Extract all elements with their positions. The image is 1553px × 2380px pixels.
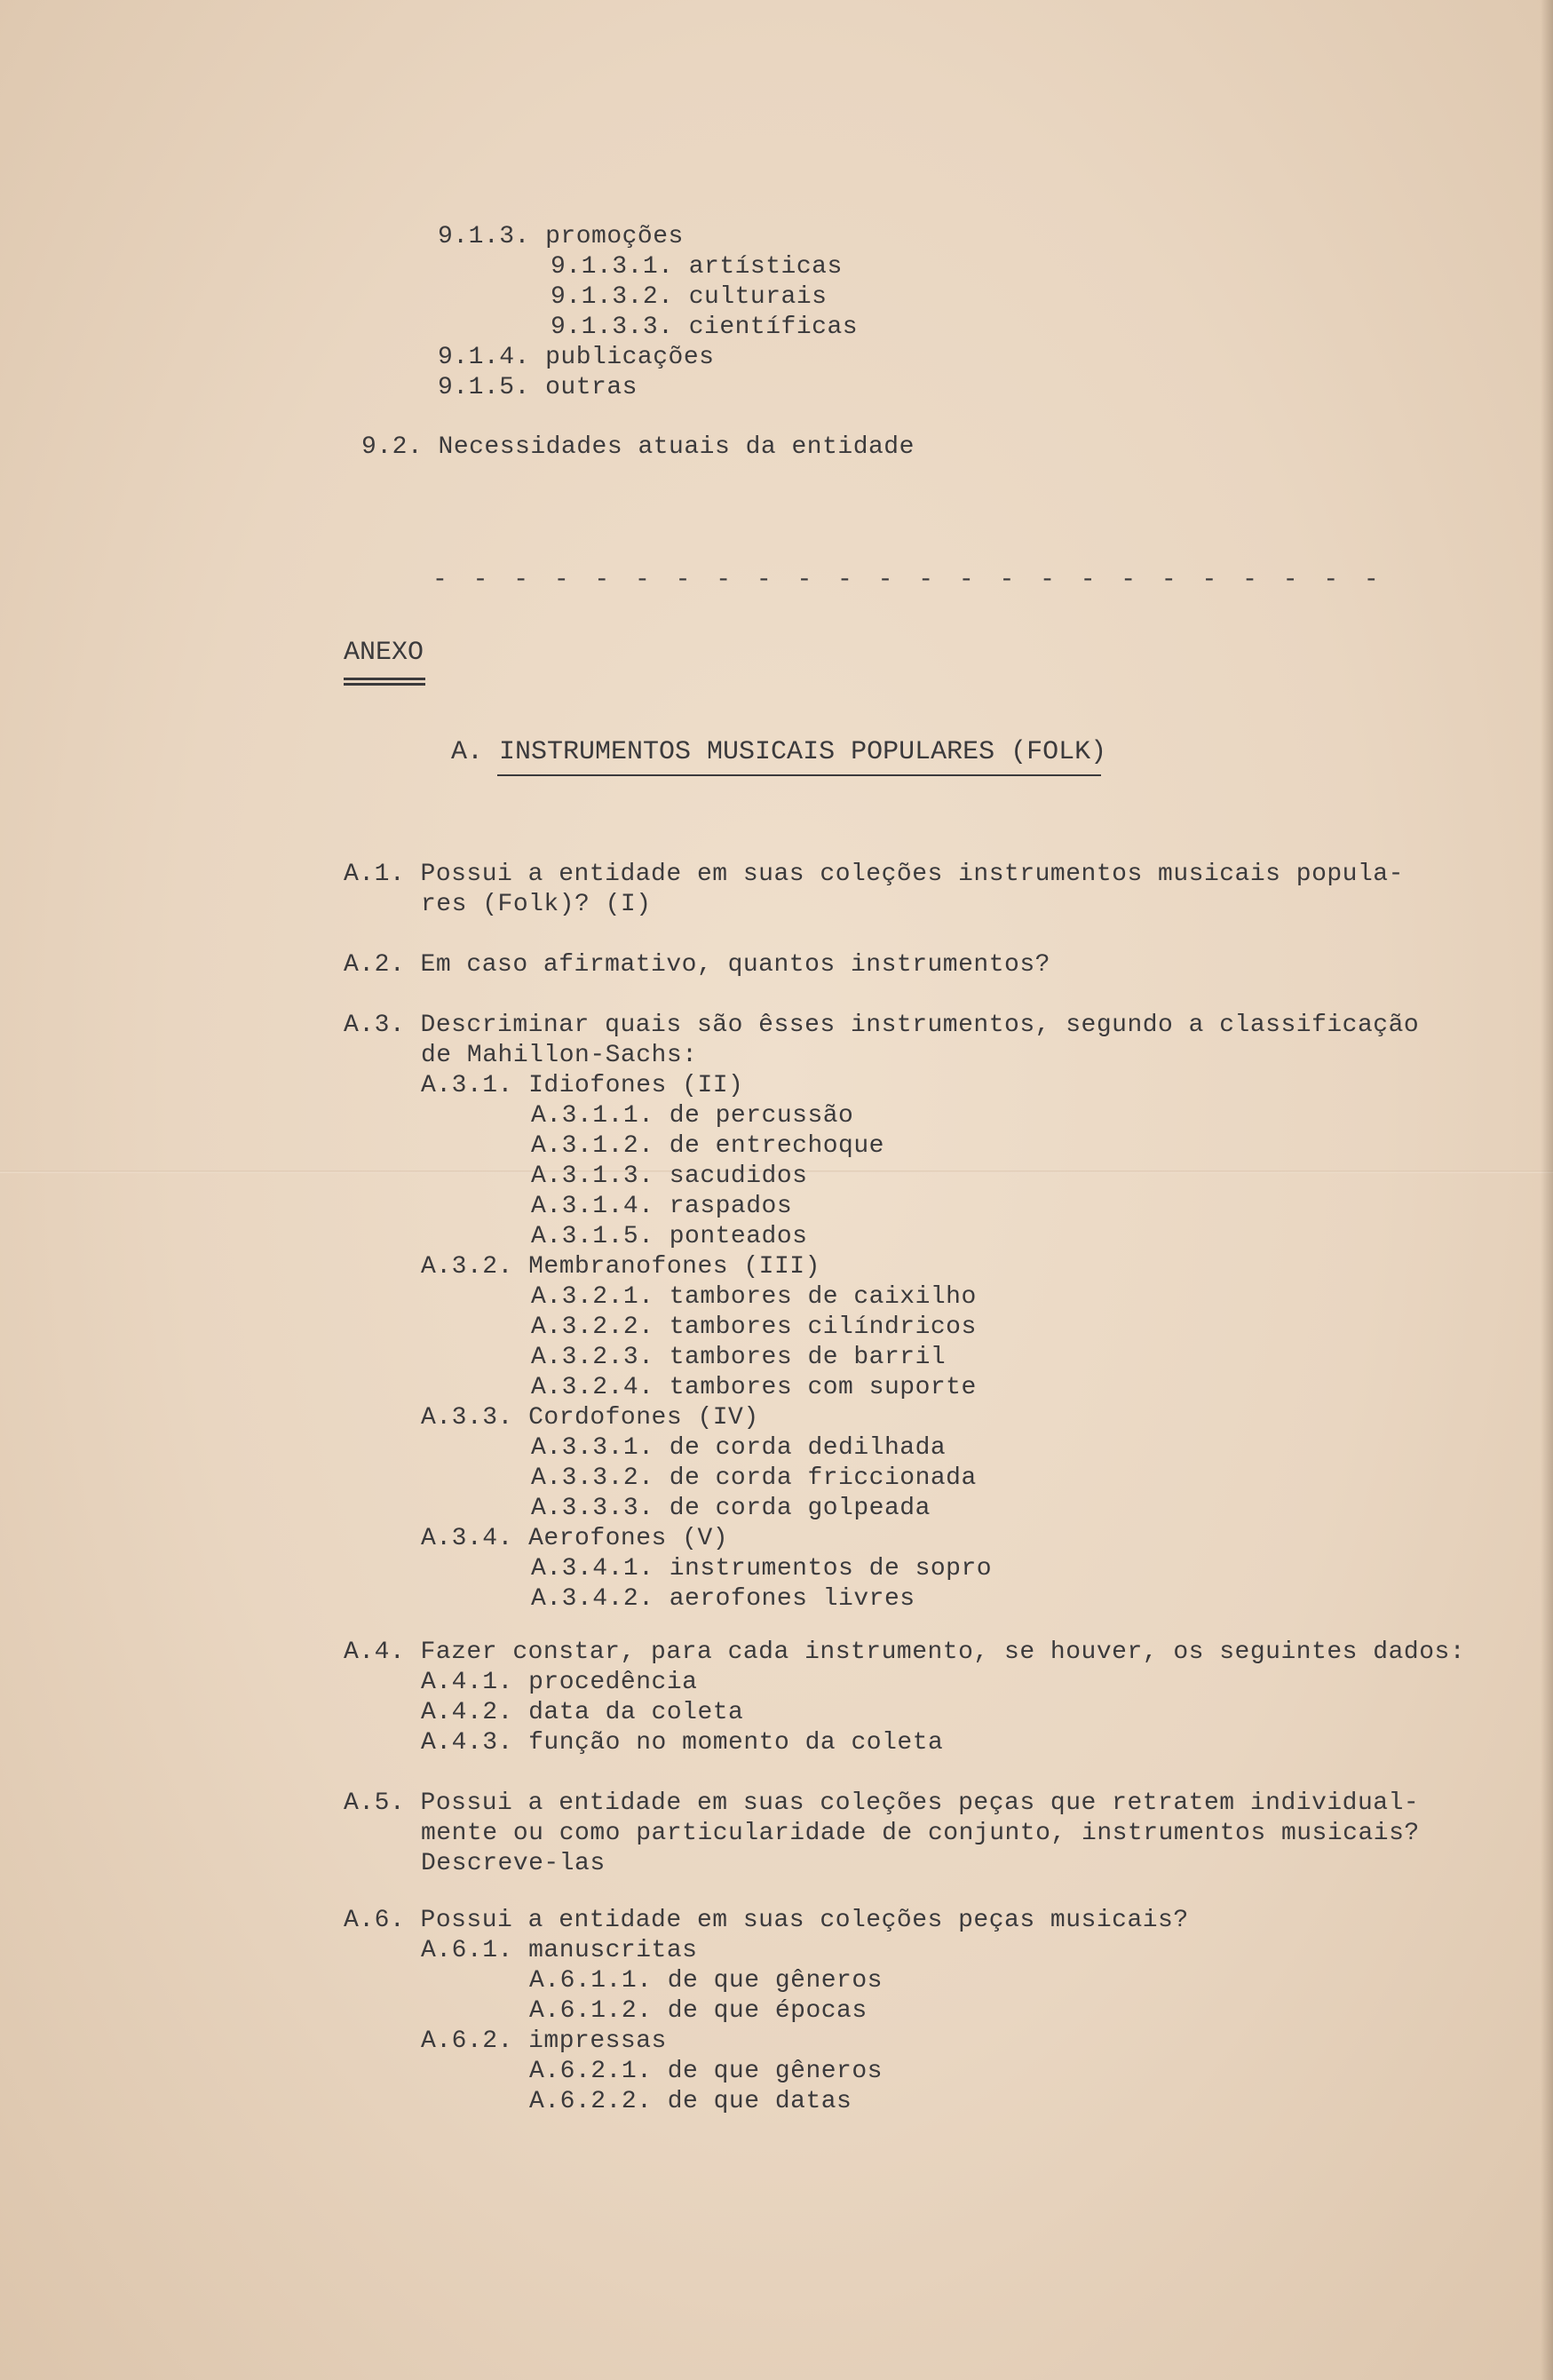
question-a1-line2: res (Folk)? (I) [421, 891, 652, 918]
a3-4-aerofones: A.3.4. Aerofones (V) [421, 1525, 729, 1552]
a3-4-1: A.3.4.1. instrumentos de sopro [531, 1555, 993, 1583]
annex-label: ANEXO [344, 638, 424, 668]
a3-1-5: A.3.1.5. ponteados [531, 1223, 808, 1250]
a6-1-2: A.6.1.2. de que épocas [529, 1997, 868, 2025]
a3-4-2: A.3.4.2. aerofones livres [531, 1585, 915, 1613]
question-a3-line2: de Mahillon-Sachs: [421, 1042, 698, 1069]
item-9-1-3-3: 9.1.3.3. científicas [551, 313, 859, 341]
annex-title-underline [497, 774, 1101, 776]
question-a2: A.2. Em caso afirmativo, quantos instrumentos? [344, 951, 1050, 979]
a6-1: A.6.1. manuscritas [421, 1937, 698, 1964]
annex-double-underline [344, 678, 425, 680]
a3-3-cordofones: A.3.3. Cordofones (IV) [421, 1404, 759, 1432]
question-a5-line2: mente ou como particularidade de conjunto, instrumentos musicais? [421, 1820, 1420, 1847]
a4-2: A.4.2. data da coleta [421, 1699, 744, 1726]
a3-1-2: A.3.1.2. de entrechoque [531, 1132, 884, 1160]
question-a5-line3: Descreve-las [421, 1850, 606, 1877]
a6-2-2: A.6.2.2. de que datas [529, 2088, 852, 2115]
a3-3-1: A.3.3.1. de corda dedilhada [531, 1434, 947, 1462]
a4-1: A.4.1. procedência [421, 1669, 698, 1696]
question-a3-line1: A.3. Descriminar quais são êsses instrumentos, segundo a classificação [344, 1012, 1420, 1039]
a6-1-1: A.6.1.1. de que gêneros [529, 1967, 883, 1995]
annex-double-underline-2 [344, 683, 425, 686]
item-9-1-5: 9.1.5. outras [438, 374, 638, 401]
item-9-1-3: 9.1.3. promoções [438, 223, 684, 250]
question-a5-line1: A.5. Possui a entidade em suas coleções peças que retratem individual- [344, 1789, 1420, 1817]
a3-3-3: A.3.3.3. de corda golpeada [531, 1495, 931, 1522]
a6-2: A.6.2. impressas [421, 2027, 667, 2055]
a3-1-4: A.3.1.4. raspados [531, 1193, 793, 1220]
a3-1-idiofones: A.3.1. Idiofones (II) [421, 1072, 744, 1099]
item-9-2: 9.2. Necessidades atuais da entidade [361, 433, 915, 461]
a3-1-1: A.3.1.1. de percussão [531, 1102, 854, 1130]
section-divider: - - - - - - - - - - - - - - - - - - - - - - - - [432, 567, 1384, 594]
question-a4: A.4. Fazer constar, para cada instrumento, se houver, os seguintes dados: [344, 1638, 1466, 1666]
paper-edge [1541, 0, 1553, 2380]
a3-2-1: A.3.2.1. tambores de caixilho [531, 1283, 977, 1311]
a4-3: A.4.3. função no momento da coleta [421, 1729, 944, 1757]
a3-2-3: A.3.2.3. tambores de barril [531, 1344, 947, 1371]
a3-3-2: A.3.3.2. de corda friccionada [531, 1464, 977, 1492]
item-9-1-4: 9.1.4. publicações [438, 344, 715, 371]
a3-2-2: A.3.2.2. tambores cilíndricos [531, 1313, 977, 1341]
question-a6: A.6. Possui a entidade em suas coleções peças musicais? [344, 1907, 1189, 1934]
item-9-1-3-1: 9.1.3.1. artísticas [551, 253, 843, 281]
a3-2-membranofones: A.3.2. Membranofones (III) [421, 1253, 820, 1281]
a3-1-3: A.3.1.3. sacudidos [531, 1162, 808, 1190]
a3-2-4: A.3.2.4. tambores com suporte [531, 1374, 977, 1401]
item-9-1-3-2: 9.1.3.2. culturais [551, 283, 828, 311]
question-a1-line1: A.1. Possui a entidade em suas coleções instrumentos musicais popula- [344, 861, 1404, 888]
a6-2-1: A.6.2.1. de que gêneros [529, 2058, 883, 2085]
annex-title: A. INSTRUMENTOS MUSICAIS POPULARES (FOLK) [451, 737, 1107, 767]
